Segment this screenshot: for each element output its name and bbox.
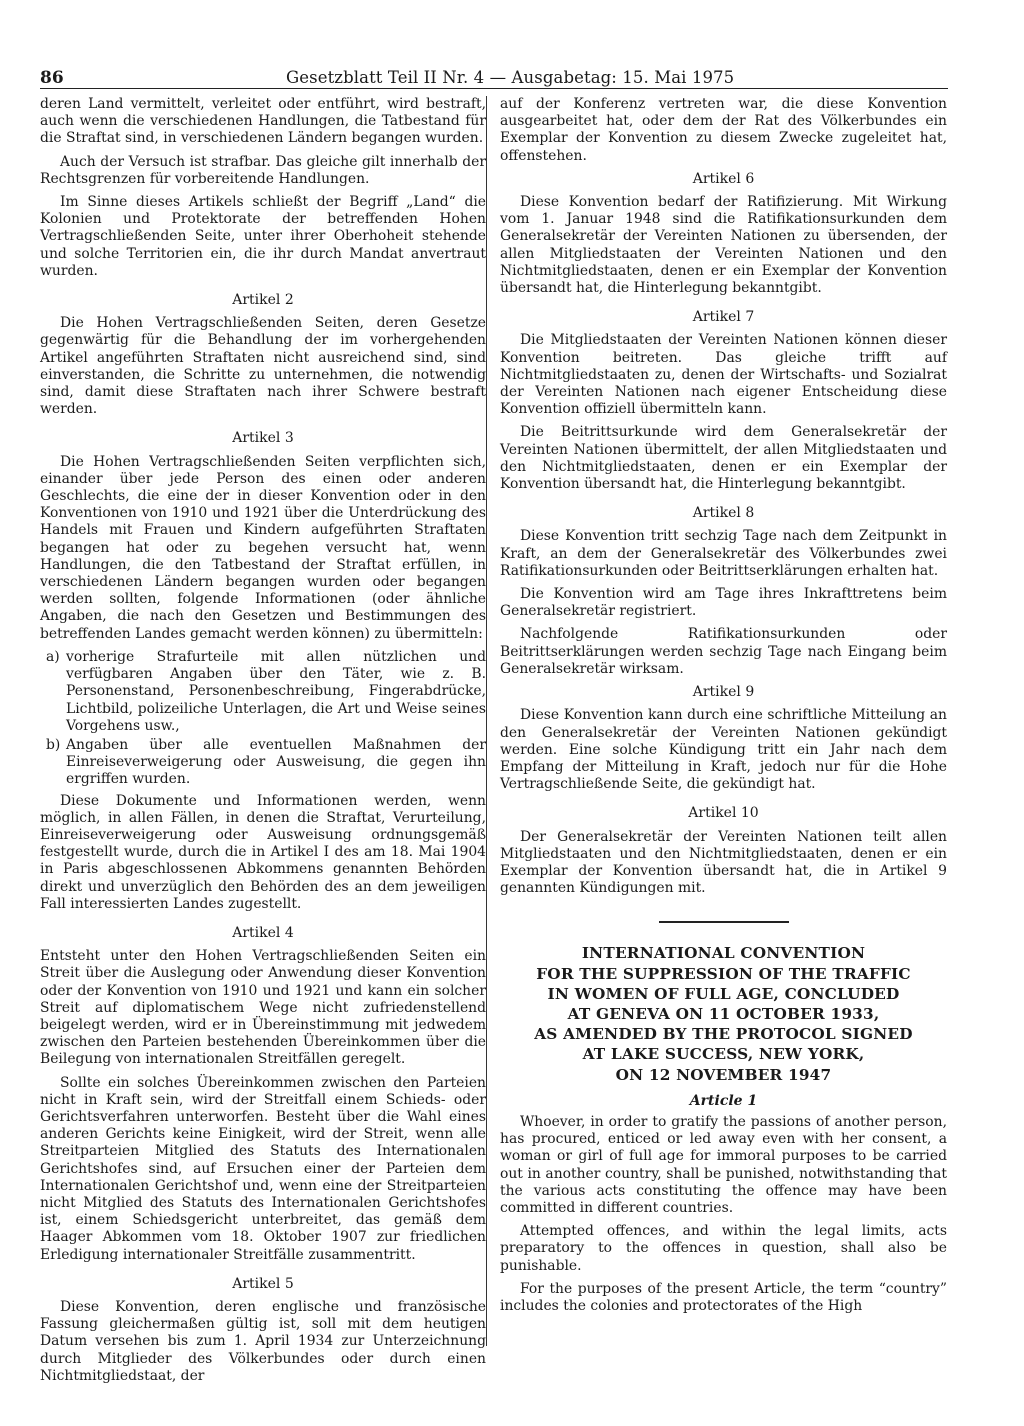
- paragraph: Diese Konvention bedarf der Ratifizierung. Mit Wirkung vom 1. Januar 1948 sind die Ratifikationsurkunden dem Generalsekretär der Vereinten Nationen zu übersenden, der allen Mitgliedstaaten der Vereinten Nationen und den Nichtmitgliedstaaten, denen er ein Exemplar der Konvention übersandt hat, die Hinterlegung bekanntgibt.: [500, 194, 947, 297]
- article-heading: Artikel 8: [692, 505, 755, 522]
- article-heading: Artikel 7: [692, 309, 755, 326]
- paragraph: Die Beitrittsurkunde wird dem Generalsekretär der Vereinten Nationen übermittelt, der allen Mitgliedstaaten und den Nichtmitgliedstaaten, denen er ein Exemplar der Konvention übersandt hat, die Hinterlegung bekanntgibt.: [500, 424, 947, 493]
- info-list: [40, 649, 486, 789]
- page-number: 86: [40, 68, 64, 88]
- paragraph: Auch der Versuch ist strafbar. Das gleiche gilt innerhalb der Rechtsgrenzen für vorbereitende Handlungen.: [40, 153, 486, 187]
- paragraph: Die Hohen Vertragschließenden Seiten, deren Gesetze gegenwärtig für die Behandlung der im vorhergehenden Artikel angeführten Straftaten nicht ausreichend sind, sind einverstanden, die Schritte zu unternehmen, die notwendig sind, damit diese Straftaten nach ihrer Schwere bestraft werden.: [40, 315, 486, 418]
- list-item: [40, 737, 486, 789]
- title-line: FOR THE SUPPRESSION OF THE TRAFFIC: [536, 964, 911, 983]
- list-text: Angaben über alle eventuellen Maßnahmen der Einreiseverweigerung oder Ausweisung, die gegen ihn ergriffen wurden.: [66, 736, 486, 788]
- paragraph: Die Hohen Vertragschließenden Seiten verpflichten sich, einander über jede Person des einen oder anderen Geschlechts, die eine der in dieser Konvention oder in den Konventionen von 1910 und 1921 über die Unterdrückung des Handels mit Frauen und Kindern aufgeführten Straftaten begangen hat oder zu begehen versucht hat, wenn Handlungen, die den Tatbestand der Straftat erfüllen, in verschiedenen Ländern begangen wurden oder begangen werden sollten, folgende Informationen (oder ähnliche Angaben, die nach den Gesetzen und Bestimmungen des betreffenden Landes gemacht werden können) zu übermitteln:: [40, 453, 486, 642]
- paragraph: Diese Konvention tritt sechzig Tage nach dem Zeitpunkt in Kraft, an dem der Generalsekretär des Völkerbundes zwei Ratifikationsurkunden oder Beitrittserklärungen erhalten hat.: [500, 528, 947, 579]
- article-heading: Artikel 2: [232, 292, 294, 309]
- title-line: AT LAKE SUCCESS, NEW YORK,: [582, 1045, 865, 1064]
- list-label: b): [46, 736, 61, 753]
- article-heading: Artikel 10: [688, 805, 759, 822]
- left-column: [40, 96, 486, 1391]
- title-line: INTERNATIONAL CONVENTION: [581, 944, 866, 963]
- article-heading: Artikel 5: [232, 1275, 294, 1292]
- running-title: Gesetzblatt Teil II Nr. 4 — Ausgabetag: 15. Mai 1975: [286, 68, 735, 87]
- list-text: vorherige Strafurteile mit allen nützlichen und verfügbaren Angaben über den Täter, wie z. B. Personenstand, Personenbeschreibung, Fingerabdrücke, Lichtbild, polizeiliche Unterlagen, die Art und Weise seines Vorgehens usw.,: [66, 648, 486, 734]
- section-divider: [659, 921, 789, 923]
- paragraph: Attempted offences, and within the legal limits, acts preparatory to the offences in question, shall also be punishable.: [500, 1223, 947, 1274]
- list-label: a): [46, 648, 60, 665]
- article-heading: Artikel 4: [232, 924, 294, 941]
- paragraph: Sollte ein solches Übereinkommen zwischen den Parteien nicht in Kraft sein, wird der Streitfall einem Schieds- oder Gerichtsverfahren unterworfen. Besteht über die Wahl eines anderen Gerichts keine Einigkeit, wird der Streit, wenn alle Streitparteien Mitglied des Statuts des Internationalen Gerichtshofes sind, auf Ersuchen einer der Parteien dem Internationalen Gerichtshof und, wenn eine der Streitparteien nicht Mitglied des Statuts des Internationalen Gerichtshofes ist, einem Schiedsgericht unterbreitet, das gemäß dem Haager Abkommen vom 18. Oktober 1907 zur friedlichen Erledigung internationaler Streitfälle zusammentritt.: [40, 1074, 486, 1263]
- paragraph: Im Sinne dieses Artikels schließt der Begriff „Land“ die Kolonien und Protektorate der betreffenden Hohen Vertragschließenden Seite, unter ihrer Oberhoheit stehende und solche Territorien ein, die ihr durch Mandat anvertraut wurden.: [40, 194, 486, 279]
- paragraph: Die Konvention wird am Tage ihres Inkrafttretens beim Generalsekretär registriert.: [500, 586, 947, 620]
- title-line: AS AMENDED BY THE PROTOCOL SIGNED: [534, 1025, 913, 1044]
- paragraph: Die Mitgliedstaaten der Vereinten Nationen können dieser Konvention beitreten. Das gleiche trifft auf Nichtmitgliedstaaten zu, denen der Wirtschafts- und Sozialrat der Vereinten Nationen nach eigener Entscheidung diese Konvention offiziell übermitteln kann.: [500, 332, 947, 418]
- running-header: [40, 62, 948, 89]
- paragraph: deren Land vermittelt, verleitet oder entführt, wird bestraft, auch wenn die verschiedenen Handlungen, die Tatbestand für die Straftat sind, in verschiedenen Ländern begangen wurden.: [40, 96, 486, 147]
- paragraph: auf der Konferenz vertreten war, die diese Konvention ausgearbeitet hat, oder dem der Rat des Völkerbundes ein Exemplar der Konvention zu diesem Zwecke zugeleitet hat, offenstehen.: [500, 96, 947, 164]
- paragraph: Der Generalsekretär der Vereinten Nationen teilt allen Mitgliedstaaten und den Nichtmitgliedstaaten, denen er ein Exemplar der Konvention übersandt hat, die in Artikel 9 genannten Kündigungen mit.: [500, 828, 947, 897]
- title-line: ON 12 NOVEMBER 1947: [615, 1065, 832, 1084]
- paragraph: Nachfolgende Ratifikationsurkunden oder Beitrittserklärungen werden sechzig Tage nach Eingang beim Generalsekretär wirksam.: [500, 626, 947, 677]
- article-heading: Artikel 3: [232, 430, 294, 447]
- paragraph: Diese Konvention kann durch eine schriftliche Mitteilung an den Generalsekretär der Vereinten Nationen gekündigt werden. Eine solche Kündigung tritt ein Jahr nach dem Empfang der Mitteilung in Kraft, jedoch nur für die Hohe Vertragschließende Seite, die gekündigt hat.: [500, 707, 947, 793]
- article-heading: Artikel 9: [692, 684, 755, 701]
- title-line: AT GENEVA ON 11 OCTOBER 1933,: [567, 1004, 880, 1023]
- column-divider: [486, 96, 487, 1346]
- paragraph: Diese Konvention, deren englische und französische Fassung gleichermaßen gültig ist, soll mit dem heutigen Datum versehen bis zum 1. April 1934 zur Unterzeichnung durch Mitglieder des Völkerbundes oder durch einen Nichtmitgliedstaat, der: [40, 1299, 486, 1384]
- english-title: [500, 943, 947, 1084]
- article-heading: Article 1: [689, 1092, 758, 1109]
- paragraph: Whoever, in order to gratify the passions of another person, has procured, enticed or led away even with her consent, a woman or girl of full age for immoral purposes to be carried out in another country, shall be punished, notwithstanding that the various acts constituting the offence may have been committed in different countries.: [500, 1113, 947, 1216]
- paragraph: Entsteht unter den Hohen Vertragschließenden Seiten ein Streit über die Auslegung oder Anwendung dieser Konvention oder der Konvention von 1910 und 1921 und kann ein solcher Streit auf diplomatischem Wege nicht zufriedenstellend beigelegt werden, wird er in Übereinstimmung mit jedwedem zwischen den Parteien bestehenden Übereinkommen über die Beilegung von internationalen Streitfällen geregelt.: [40, 948, 486, 1068]
- right-column: [500, 96, 947, 1321]
- list-item: [40, 649, 486, 735]
- paragraph: For the purposes of the present Article, the term “country” includes the colonies and protectorates of the High: [500, 1280, 947, 1314]
- paragraph: Diese Dokumente und Informationen werden, wenn möglich, in allen Fällen, in denen die Straftat, Verurteilung, Einreiseverweigerung oder Ausweisung ordnungsgemäß festgestellt wurde, durch die in Artikel I des am 18. Mai 1904 in Paris abgeschlossenen Abkommens genannten Behörden direkt und unverzüglich den Behörden des an dem jeweiligen Fall interessierten Landes zugestellt.: [40, 792, 486, 912]
- title-line: IN WOMEN OF FULL AGE, CONCLUDED: [547, 984, 900, 1003]
- article-heading: Artikel 6: [692, 170, 755, 187]
